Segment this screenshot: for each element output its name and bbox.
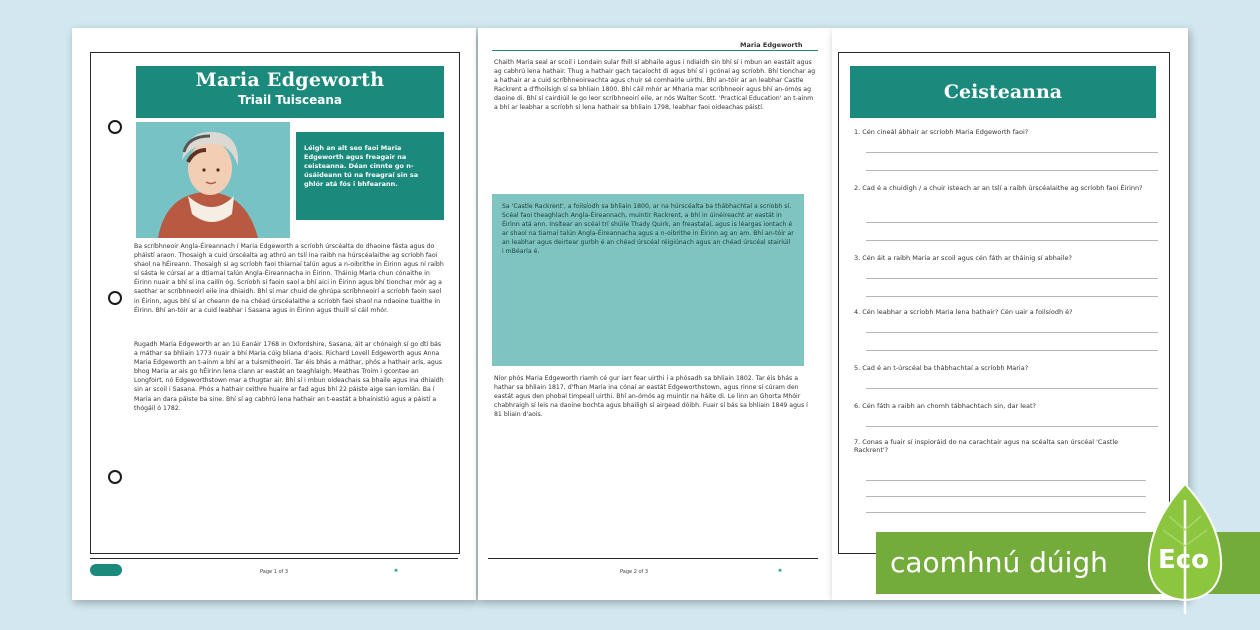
running-header: Maria Edgeworth xyxy=(740,41,803,49)
page-title: Maria Edgeworth xyxy=(195,69,385,91)
footer-divider xyxy=(488,558,818,559)
answer-line xyxy=(866,480,1146,481)
answer-line xyxy=(866,350,1158,351)
header-divider xyxy=(492,50,818,51)
page-subtitle: Triail Tuisceana xyxy=(237,93,343,107)
answer-line xyxy=(866,152,1158,153)
body-paragraph: Ba scríbhneoir Angla-Éireannach í Maria Edgeworth a scríobh úrscéalta do dhaoine fásta agus do pháistí araon. Thosaigh a cuid úrscéalta ag athrú an tslí ina raibh na húrscéalaithe ag scríobh faoi shaol na hÉireann. Thosaigh sí ag scríobh faoi thiarnaí talún agus a n-oibrithe in Éirinn agus ní raibh sí sásta le cúrsaí ar a dtiarnaí talún Angla-Éireannacha in Éirinn. Tháinig Maria chun cónaithe in Éirinn nuair a bhí sí ina cailín óg. Scríobh sí faoin saol a bhí aici in Éirinn agus bhí tionchar mór ag a saothar ar scríbhneoirí eile ina dhiaidh. Bhí sí mar chuid de ghrúpa scríbhneoirí a scríobh faoin saol in Éirinn, agus bhí sí ar cheann de na chéad úrscéalaithe a scríobh faoi shaol na ndaoine tuaithe in Éirinn. Bhí an-tóir ar a cuid leabhar i Sasana agus in Éirinn agus thuill sí cáil mhór. xyxy=(134,243,444,314)
body-paragraph-1-wrap xyxy=(494,58,816,190)
body-paragraph-2-wrap xyxy=(494,374,812,484)
question-item: 4. Cén leabhar a scríobh Maria lena hathair? Cén uair a foilsíodh é? xyxy=(854,308,1073,316)
answer-line xyxy=(866,240,1158,241)
intro-instructions: Léigh an alt seo faoi Maria Edgeworth agus freagair na ceisteanna. Déan cinnte go n-úsáideann tú na freagraí sin sa ghlór atá fós i bhfearann. xyxy=(296,132,444,220)
question-item: 1. Cén cineál ábhair ar scríobh Maria Edgeworth faoi? xyxy=(854,128,1029,136)
title-banner xyxy=(136,66,444,118)
body-paragraph: Níor phós Maria Edgeworth riamh cé gur iarr fear uirthi í a phósadh sa bhliain 1802. Tar éis bhás a hathar sa bhliain 1817, d'fhan Maria ina cónaí ar eastát Edgeworthstown, agus rinne sí cúram den eastát agus den phobal timpeall uirthi. Bhí an-ómós ag muintir na háite di. Le linn an Ghorta Mhóir chabhraigh sí leis na daoine bochta agus bhailigh sí airgead dóibh. Fuair sí bás sa bhliain 1849 agus í 81 bliain d'aois. xyxy=(494,375,808,419)
eco-leaf-icon: ❀ xyxy=(778,568,783,574)
answer-line xyxy=(866,222,1158,223)
page-number: Page 1 of 3 xyxy=(260,569,289,575)
woman-portrait-icon xyxy=(136,122,290,238)
question-item: 5. Cad é an t-úrscéal ba thábhachtaí a scríobh Maria? xyxy=(854,364,1029,372)
answer-line xyxy=(866,296,1158,297)
answer-line xyxy=(866,170,1158,171)
eco-leaf-icon: ❀ xyxy=(394,568,399,574)
answer-line xyxy=(866,332,1158,333)
question-item: 6. Cén fáth a raibh an chomh tábhachtach sin, dar leat? xyxy=(854,402,1036,410)
questions-title: Ceisteanna xyxy=(850,66,1156,118)
worksheet-page-1 xyxy=(72,28,476,600)
publisher-logo-icon xyxy=(90,564,122,576)
question-item: 2. Cad é a chuidigh / a chuir isteach ar an tslí a raibh úrscéalaithe ag scríobh faoi Éirinn? xyxy=(854,184,1143,192)
page-number: Page 2 of 3 xyxy=(620,569,649,575)
binder-hole xyxy=(108,291,122,305)
body-paragraph-1-wrap xyxy=(134,242,446,336)
worksheet-page-2 xyxy=(478,28,832,600)
highlight-callout xyxy=(492,194,804,366)
question-item: 7. Conas a fuair sí inspioráid do na carachtair agus na scéalta san úrscéal 'Castle Rackrent'? xyxy=(854,438,1119,454)
answer-line xyxy=(866,496,1146,497)
eco-badge-label: Eco xyxy=(1158,545,1210,575)
portrait-illustration xyxy=(136,122,290,238)
answer-line xyxy=(866,388,1158,389)
binder-hole xyxy=(108,120,122,134)
footer-divider xyxy=(90,558,458,559)
binder-hole xyxy=(108,470,122,484)
body-paragraph: Rugadh Maria Edgeworth ar an 1ú Eanáir 1768 in Oxfordshire, Sasana, áit ar chónaigh sí go dtí bás a máthar sa bhliain 1773 nuair a bhí Maria cúig bliana d'aois. Richard Lovell Edgeworth agus Anna Maria Edgeworth an t-ainm a bhí ar a tuismitheoirí. Tar éis bhás a máthar, phós a hathair arís, agus bhog Maria ar ais go hÉirinn lena clann ar eastát an teaghlaigh, Meathas Troim i gcontae an Longfoirt, nó Edgeworthstown mar a thugtar air. Bhí sí i mbun oideachais sa bhaile agus ina dhiaidh sin ar scoil i Sasana. Phós a hathair ceithre huaire ar fad agus bhí 22 páiste aige san iomlán. Ba í Maria an dara páiste ba sine. Bhí sí ag cabhrú lena hathair an t-eastát a bhainistiú agus a páistí a thógáil ó 1782. xyxy=(134,341,444,412)
question-item: 3. Cén áit a raibh Maria ar scoil agus cén fáth ar tháinig sí abhaile? xyxy=(854,254,1072,262)
answer-line xyxy=(866,278,1158,279)
answer-line xyxy=(866,512,1146,513)
body-paragraph-2-wrap xyxy=(134,340,446,502)
body-paragraph: Chaith Maria seal ar scoil i Londain sular fhill sí abhaile agus i ndiaidh sin bhí sí i mbun an eastáit agus ag cabhrú lena hathair. Thug a hathair gach tacaíocht di agus bhí sí i gcónaí ag scríobh. Bhí tionchar ag a hathair ar a cuid scríbhneoireachta agus chuir sé comhairle uirthi. Bhí an-tóir ar an leabhar Castle Rackrent a d'fhoilsigh sí sa bhliain 1800. Bhí cáil mhór ar Mharia mar scríbhneoir agus bhí an-ómós ag daoine di. Bhí sí cairdiúil le go leor scríbhneoirí eile, ar nós Walter Scott. 'Practical Education' an t-ainm a bhí ar leabhar a scríobh sí lena hathair sa bhliain 1798, leabhar faoi oideachas páistí. xyxy=(494,59,816,112)
answer-line xyxy=(866,426,1158,427)
callout-text: Sa 'Castle Rackrent', a foilsíodh sa bhliain 1800, ar na húrscéalta ba thábhachtaí a scríobh sí. Scéal faoi theaghlach Angla-Éireannach, muintir Rackrent, a bhí in úinéireacht ar eastát in Éirinn atá ann. Insítear an scéal trí shúile Thady Quirk, an freastalaí, agus is léargas iontach é ar shaol na tiarnaí talún Angla-Éireannacha agus a n-oibrithe in Éirinn ag an am. Bhí an-tóir ar an leabhar agus deirtear gurbh é an chéad úrscéal réigiúnach agus an chéad úrscéal stairiúil i mBéarla é. xyxy=(502,203,794,256)
eco-banner-text: caomhnú dúigh xyxy=(890,546,1108,579)
